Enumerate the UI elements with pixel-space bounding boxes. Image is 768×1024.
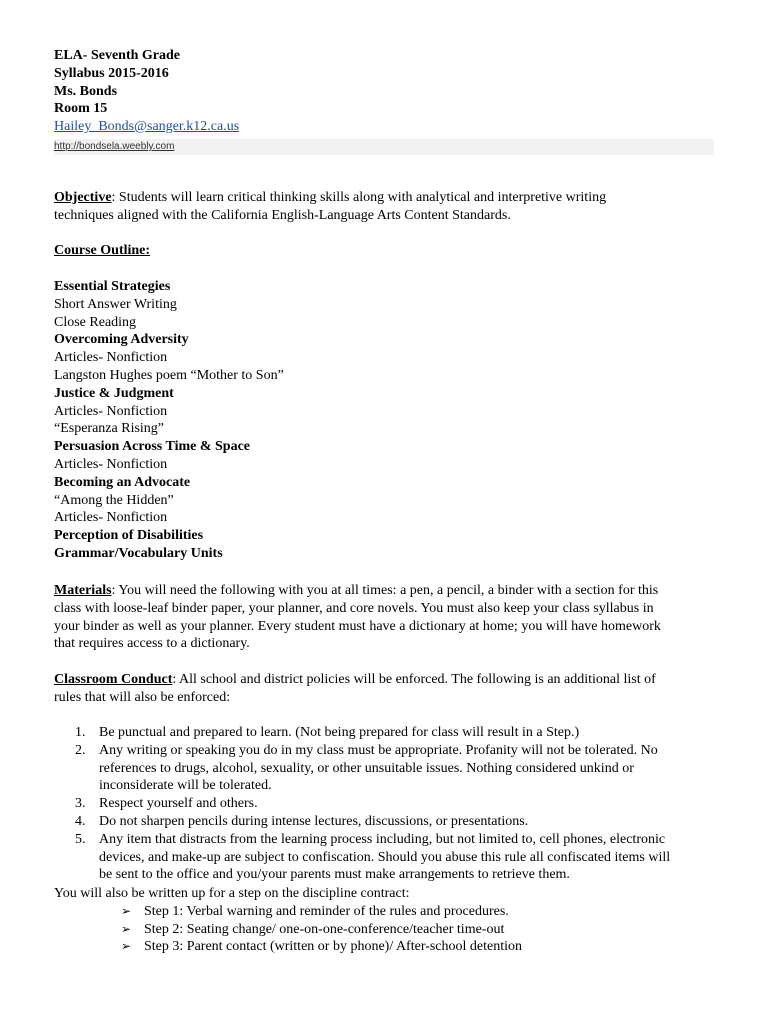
rule-text: Any writing or speaking you do in my class must be appropriate. Profanity will not be tolerated. No [99,742,658,758]
step-text: Step 2: Seating change/ one-on-one-conference/teacher time-out [144,921,505,937]
outline-item: “Esperanza Rising” [54,421,165,437]
rule-text: references to drugs, alcohol, sexuality, or other unsuitable issues. Nothing considered unkind or [99,760,634,776]
outline-item: Articles- Nonfiction [54,403,168,419]
rule-text: Respect yourself and others. [99,796,258,812]
outline-unit-heading: Essential Strategies [54,279,171,294]
outline-unit-heading: Perception of Disabilities [54,528,204,544]
step-text: Step 1: Verbal warning and reminder of the rules and procedures. [144,903,509,919]
rule-text: be sent to the office and you/your parents must make arrangements to retrieve them. [99,867,570,883]
materials-text-1: : You will need the following with you at all times: a pen, a pencil, a binder with a section for this [111,583,659,598]
rule-text: Do not sharpen pencils during intense lectures, discussions, or presentations. [99,813,529,829]
discipline-intro: You will also be written up for a step on the discipline contract: [54,886,410,901]
arrow-bullet-icon: ➢ [121,903,132,918]
outline-unit-heading: Becoming an Advocate [54,474,191,490]
outline-item: Langston Hughes poem “Mother to Son” [54,367,284,383]
rule-number: 4. [75,813,86,829]
rule-item [54,831,714,884]
email-row [54,118,714,136]
rule-number: 3. [75,796,86,812]
conduct-section [54,671,714,707]
outline-item: Articles- Nonfiction [54,350,168,366]
course-outline-section [54,242,714,260]
outline-unit-heading: Grammar/Vocabulary Units [54,545,223,561]
teacher-name: Ms. Bonds [54,83,118,99]
rule-item [54,724,714,742]
objective-text-1: : Students will learn critical thinking skills along with analytical and interpretive writing [111,190,607,205]
objective-section [54,189,714,225]
discipline-section [54,885,714,956]
header [54,47,714,118]
course-outline-heading: Course Outline: [54,243,151,258]
website-link[interactable]: http://bondsela.weebly.com [54,141,175,152]
rule-number: 1. [75,725,86,740]
materials-text-2: class with loose-leaf binder paper, your planner, and core novels. You must also keep your class syllabus in [54,600,654,616]
rule-text: devices, and make-up are subject to confiscation. Should you abuse this rule all confiscated items will [99,849,671,865]
objective-text-2: techniques aligned with the California English-Language Arts Content Standards. [54,207,511,223]
rule-text: Any item that distracts from the learning process including, but not limited to, cell phones, electronic [99,831,666,847]
rule-number: 2. [75,742,86,758]
syllabus-year: Syllabus 2015-2016 [54,65,169,81]
rule-item [54,742,714,795]
rule-number: 5. [75,831,86,847]
conduct-label: Classroom Conduct [54,672,173,687]
materials-text-4: that requires access to a dictionary. [54,636,250,652]
materials-label: Materials [54,583,112,598]
room-number: Room 15 [54,101,108,117]
materials-section [54,582,714,653]
step-text: Step 3: Parent contact (written or by phone)/ After-school detention [144,939,523,955]
course-outline-list [54,278,714,563]
rule-item [54,795,714,813]
outline-item: Articles- Nonfiction [54,510,168,526]
outline-item: “Among the Hidden” [54,492,174,508]
rules-list [54,724,714,884]
materials-text-3: your binder as well as your planner. Every student must have a dictionary at home; you will have homework [54,618,661,634]
objective-label: Objective [54,190,112,205]
discipline-step [54,921,714,939]
course-title: ELA- Seventh Grade [54,48,180,63]
conduct-text-2: rules that will also be enforced: [54,689,231,705]
arrow-bullet-icon: ➢ [121,921,132,936]
outline-item: Close Reading [54,314,137,330]
conduct-text-1: : All school and district policies will be enforced. The following is an additional list of [172,672,656,687]
discipline-step [54,938,714,956]
outline-unit-heading: Persuasion Across Time & Space [54,439,251,455]
outline-item: Short Answer Writing [54,296,177,312]
rule-item [54,813,714,831]
email-link[interactable]: Hailey_Bonds@sanger.k12.ca.us [54,119,240,134]
arrow-bullet-icon: ➢ [121,939,132,954]
outline-unit-heading: Overcoming Adversity [54,332,189,348]
rule-text: inconsiderate will be tolerated. [99,778,272,794]
rule-text: Be punctual and prepared to learn. (Not being prepared for class will result in a Step.) [99,725,580,740]
outline-unit-heading: Justice & Judgment [54,385,174,401]
discipline-step [54,903,714,921]
outline-item: Articles- Nonfiction [54,456,168,472]
